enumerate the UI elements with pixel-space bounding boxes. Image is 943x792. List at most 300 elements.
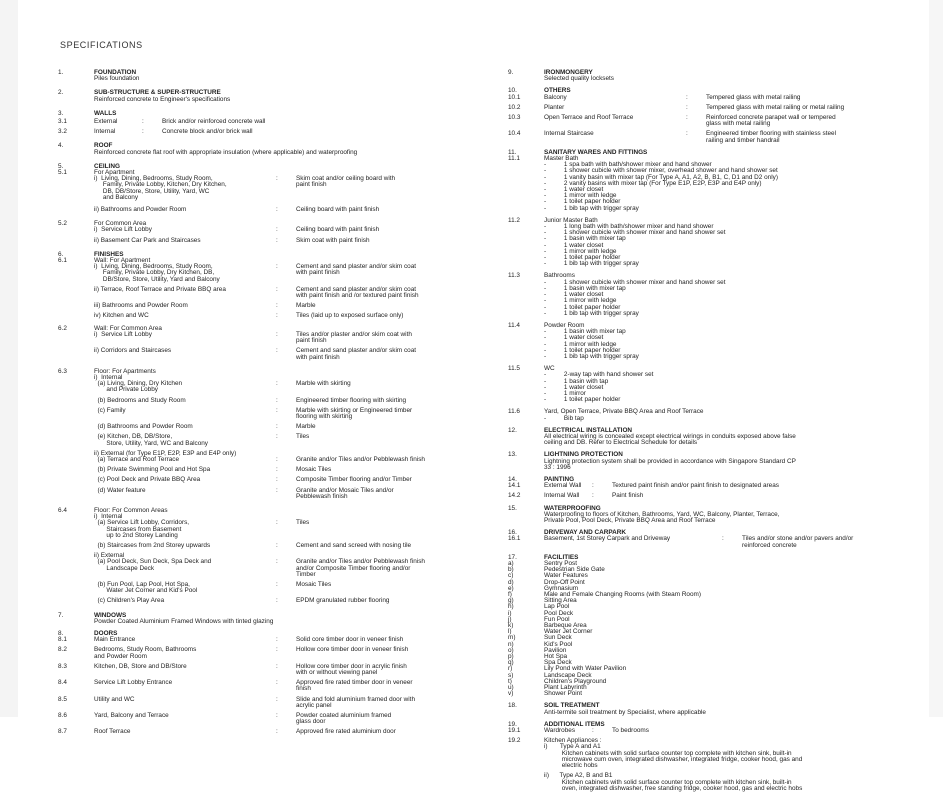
spec-label: (b) Staircases from 2nd Storey upwards [94,541,211,549]
facility-letter: b) [508,566,514,574]
section-content [94,713,478,725]
spec-row [544,95,900,101]
spec-label: Service Lift Lobby Entrance [94,679,173,687]
section-content [544,728,900,734]
spec-label: External [94,118,118,126]
spec-colon: : [276,423,278,431]
facility-letter: i) [508,609,512,617]
right-spec-item [508,115,900,127]
spec-value: Powder coated aluminium framed glass door [296,712,392,726]
spec-row [94,381,478,393]
spec-value: Ceiling board with paint finish [296,226,380,234]
section-number: 10.2 [508,103,521,111]
left-spec-item [58,729,478,735]
section-content [94,119,478,125]
spec-colon: : [686,93,688,101]
facility-letter: g) [508,597,514,605]
spec-row [94,543,478,549]
spec-colon: : [686,103,688,111]
spec-row [94,680,478,692]
spec-row [94,477,478,483]
body-line: - 1 water closet [544,334,604,342]
spec-label: (d) Water feature [94,486,146,494]
spec-colon: : [276,406,278,414]
section-heading: DOORS [94,630,118,637]
section-number: 19.2 [508,737,521,745]
spec-colon: : [276,636,278,644]
spec-row [94,238,478,244]
section-number: 11.5 [508,365,520,373]
section-heading: CEILING [94,162,120,170]
spec-value: Solid core timber door in veneer finish [296,636,404,644]
section-number: 3.1 [58,118,67,126]
body-line: - 1 toilet paper holder [544,303,621,311]
facility-letter: l) [508,628,512,636]
body-line: Master Bath [544,155,579,163]
facility-letter: c) [508,572,514,580]
spec-label: (b) Bedrooms and Study Room [94,396,186,404]
section-number: 5. [58,162,64,170]
section-content [94,332,478,344]
spec-row [94,582,478,594]
section-number: 8.6 [58,712,67,720]
section-content [544,95,900,101]
spec-value: Approved fire rated timber door in veneer finish [296,679,413,693]
left-spec-item [58,70,478,82]
spec-label: (a) Living, Dining, Dry Kitchen and Private Lobby [94,380,183,394]
section-content [94,680,478,692]
section-number: 14.2 [508,492,521,500]
body-line: ii) Type A2, B and B1 [544,772,613,780]
spec-label: ii) Terrace, Roof Terrace and Private BBQ area [94,285,226,293]
body-line: - 1 mirror with ledge [544,340,617,348]
section-content [94,664,478,676]
spec-value: Cement and sand plaster and/or skim coat with paint finish [296,347,417,361]
section-heading: FOUNDATION [94,69,137,76]
body-line: i) Internal [94,513,123,521]
facility-letter: v) [508,690,514,698]
facility-name: Sitting Area [544,597,577,605]
section-heading: LIGHTNING PROTECTION [544,451,623,459]
left-spec-item [58,598,478,604]
spec-value: To bedrooms [612,727,649,735]
section-content [94,129,478,135]
facility-name: Gymnasium [544,584,579,592]
spec-colon: : [276,263,278,271]
right-spec-item [508,95,900,101]
spec-label: i) Service Lift Lobby [94,330,152,338]
body-line: Lightning protection system shall be provided in accordance with Singapore Standard CP [544,457,796,465]
section-content [94,398,478,404]
section-number: 6.3 [58,367,67,375]
section-number: 16.1 [508,535,521,543]
spec-colon: : [276,396,278,404]
spec-value: Marble [296,302,316,310]
facility-name: Lap Pool [544,603,570,611]
facility-letter: o) [508,646,514,654]
body-line: - 1 shower cubicle with shower mixer and hand shower set [544,278,726,286]
spec-value: Granite and/or Tiles and/or Pebblewash finish and/or Composite Timber flooring and/or Timber [296,558,425,578]
spec-colon: : [276,662,278,670]
facility-name: Water Features [544,572,588,580]
section-content [94,227,478,233]
section-content [94,381,478,393]
body-line: - 1 bib tap with trigger spray [544,204,639,212]
body-line: - 1 mirror with ledge [544,192,617,200]
body-line: - 1 long bath with bath/shower mixer and hand shower [544,223,714,231]
section-heading: ELECTRICAL INSTALLATION [544,426,633,434]
spec-row [94,520,478,539]
facility-letter: p) [508,653,514,661]
section-number: 11.1 [508,155,520,163]
section-content [94,143,478,155]
body-line: - 1 vanity basin with mixer tap (For Type A, A1, A2, B, B1, C, D1 and D2 only) [544,173,778,181]
section-content [94,303,478,309]
spec-colon: : [276,541,278,549]
section-content [94,488,478,500]
spec-value: Composite Timber flooring and/or Timber [296,476,412,484]
facility-letter: s) [508,671,514,679]
body-line: - 1 mirror with ledge [544,247,617,255]
section-content [94,543,478,549]
body-line: Waterproofing to floors of Kitchen, Bathrooms, Yard, WC, Balcony, Planter, Terrace, [544,510,780,518]
facility-item [508,690,900,698]
spec-value: Brick and/or reinforced concrete wall [162,118,266,126]
facility-name: Sun Deck [544,634,572,642]
facility-letter: r) [508,665,513,673]
section-number: 11.2 [508,216,520,224]
section-content [94,207,478,213]
spec-colon: : [276,236,278,244]
section-number: 16. [508,529,517,537]
left-scan-margin [0,0,18,717]
section-number: 3. [58,109,64,117]
left-spec-item [58,543,478,549]
body-line: Private Pool, Pool Deck, Private BBQ Area and Roof Terrace [544,516,716,524]
spec-value: EPDM granulated rubber flooring [296,597,390,605]
spec-colon: : [276,466,278,474]
spec-value: Granite and/or Tiles and/or Pebblewash finish [296,455,425,463]
section-number: 8.2 [58,646,67,654]
spec-value: Tempered glass with metal railing or metal railing [706,103,845,111]
body-line: - 1 toilet paper holder [544,198,621,206]
left-spec-item [58,348,478,360]
section-number: 6.4 [58,506,67,514]
spec-label: External Wall [544,482,582,490]
spec-label: Balcony [544,93,567,101]
spec-colon: : [592,492,594,500]
section-content [94,70,478,82]
section-content [544,428,900,447]
spec-value: Marble [296,423,316,431]
spec-value: Skim coat with paint finish [296,236,370,244]
facility-name: Barbeque Area [544,622,587,630]
spec-label: i) Living, Dining, Bedrooms, Study Room, Family, Private Lobby, Dry Kitchen, DB, DB/Store, Store, Utility, Yard and Balcony [94,263,220,283]
left-spec-item [58,264,478,283]
section-content [544,773,900,792]
section-content [544,493,900,499]
section-content [94,176,478,201]
spec-label: Internal Wall [544,492,580,500]
section-content [544,273,900,316]
left-spec-item [58,227,478,233]
facility-name: Shower Point [544,690,583,698]
body-line: Reinforced concrete flat roof with appropriate insulation (where applicable) and waterproofing [94,148,358,156]
spec-value: Mosaic Tiles [296,580,332,588]
section-number: 12. [508,426,517,434]
spec-value: Tiles (laid up to exposed surface only) [296,312,404,320]
spec-colon: : [276,455,278,463]
section-number: 11.6 [508,408,520,416]
spec-label: Main Entrance [94,636,136,644]
spec-row [94,287,478,299]
section-number: 9. [508,69,514,76]
section-number: 8.5 [58,695,67,703]
section-number: 8.7 [58,728,67,736]
spec-colon: : [276,175,278,183]
left-spec-item [58,582,478,594]
spec-value: Slide and fold aluminium framed door with acrylic panel [296,695,415,709]
section-number: 7. [58,611,64,619]
spec-row [94,227,478,233]
section-number: 6. [58,250,64,258]
right-spec-item [508,70,900,82]
body-line: Powder Room [544,321,585,329]
left-spec-item [58,488,478,500]
body-line: electric hobs [544,762,598,770]
spec-label: Internal [94,128,116,136]
facility-name: Drop-Off Point [544,578,585,586]
section-content [94,111,478,117]
body-line: All electrical wiring is concealed except electrical wirings in conduits exposed above false [544,432,796,440]
right-spec-item [508,728,900,734]
body-line: Reinforced concrete to Engineer's specifications [94,95,231,103]
section-heading: ADDITIONAL ITEMS [544,720,605,728]
section-number: 11.3 [508,272,520,280]
left-spec-item [58,207,478,213]
facility-letter: h) [508,603,514,611]
section-heading: ROOF [94,142,113,150]
facility-name: Hot Spa [544,653,568,661]
body-line: - 1 toilet paper holder [544,254,621,262]
right-spec-item [508,366,900,403]
section-heading: IRONMONGERY [544,69,593,76]
spec-label: (e) Kitchen, DB, DB/Store, Store, Utility, Yard, WC and Balcony [94,433,209,447]
spec-value: Hollow core timber door in veneer finish [296,646,409,654]
right-spec-item [508,428,900,447]
spec-row [94,647,478,659]
spec-label: (d) Bathrooms and Powder Room [94,423,193,431]
section-heading: FACILITIES [544,553,579,561]
section-number: 13. [508,451,517,459]
section-number: 19.1 [508,727,521,735]
right-spec-item [508,561,900,697]
left-spec-item [58,381,478,393]
body-line: - 1 spa bath with bath/shower mixer and hand shower [544,161,712,169]
body-line: i) Internal [94,373,123,381]
spec-colon: : [276,206,278,214]
left-spec-item [58,238,478,244]
section-content [94,477,478,483]
spec-row [94,664,478,676]
spec-row [94,303,478,309]
section-content [94,348,478,360]
body-line: ii) External (for Type E1P, E2P, E3P and E4P only) [94,449,237,457]
spec-value: Concrete block and/or brick wall [162,128,253,136]
facility-name: Spa Deck [544,659,572,667]
section-number: 10.4 [508,130,521,138]
spec-value: Skim coat and/or ceiling board with paint finish [296,175,396,189]
section-number: 10.1 [508,93,521,101]
left-spec-item [58,637,478,643]
facility-name: Water Jet Corner [544,628,593,636]
spec-colon: : [686,130,688,138]
spec-colon: : [276,433,278,441]
spec-row [94,488,478,500]
section-number: 15. [508,504,517,512]
spec-label: iii) Bathrooms and Powder Room [94,302,188,310]
facility-name: Fun Pool [544,615,570,623]
spec-value: Tempered glass with metal railing [706,93,801,101]
facility-letter: t) [508,677,512,685]
left-spec-item [58,477,478,483]
spec-colon: : [142,128,144,136]
left-spec-item [58,434,478,446]
facility-name: Plant Labyrinth [544,684,587,692]
body-line: Floor: For Common Areas [94,506,168,514]
facility-name: Sentry Post [544,560,578,567]
section-content [94,313,478,319]
body-line: - 1 toilet paper holder [544,346,621,354]
facility-name: Lily Pond with Water Pavilion [544,665,627,673]
left-column [58,70,478,736]
facility-letter: u) [508,684,514,692]
body-line: Wall: For Common Area [94,324,162,332]
spec-value: Approved fire rated aluminium door [296,728,396,736]
left-spec-item [58,119,478,125]
body-line: - 2 vanity basins with mixer tap (For Type E1P, E2P, E3P and E4P only) [544,179,762,187]
spec-row [94,313,478,319]
spec-row [94,729,478,735]
spec-row [544,728,900,734]
left-spec-item [58,520,478,539]
body-line: Kitchen cabinets with solid surface counter top complete with kitchen sink, built-in [544,778,792,786]
left-spec-item [58,129,478,135]
spec-row [94,119,478,125]
right-spec-item [508,105,900,111]
section-content [94,598,478,604]
spec-colon: : [276,330,278,338]
body-line: - 1 mirror [544,389,586,397]
section-number: 11. [508,148,517,156]
section-content [544,218,900,268]
section-content [544,131,900,143]
spec-colon: : [276,712,278,720]
section-content [508,560,900,698]
left-spec-item [58,176,478,201]
section-content [94,613,478,625]
left-spec-item [58,287,478,299]
section-heading: SOIL TREATMENT [544,702,600,710]
spec-row [94,207,478,213]
body-line: - 1 basin with tap [544,377,609,385]
section-content [94,467,478,473]
spec-colon: : [276,558,278,566]
facility-letter: d) [508,578,514,586]
section-content [94,434,478,446]
right-spec-item [508,131,900,143]
left-spec-item [58,143,478,155]
spec-colon: : [686,114,688,122]
spec-value: Marble with skirting or Engineered timber flooring with skirting [296,406,413,420]
facility-letter: m) [508,634,516,642]
body-line: microwave cum oven, integrated dishwasher, integrated fridge, cooker hood, gas and [544,755,803,763]
spec-row [94,264,478,283]
body-line: - Bib tap [544,414,584,422]
body-line: - 1 basin with mixer tap [544,235,626,243]
right-spec-item [508,273,900,316]
right-column [508,70,900,792]
body-line: Anti-termite soil treatment by Specialist, where applicable [544,708,706,716]
spec-row [94,697,478,709]
body-line: - 1 shower cubicle with shower mixer, overhead shower and hand shower set [544,167,778,175]
section-number: 17. [508,553,517,561]
left-spec-item [58,613,478,625]
left-spec-item [58,697,478,709]
spec-colon: : [276,580,278,588]
left-spec-item [58,408,478,420]
spec-colon: : [142,118,144,126]
section-content [544,409,900,421]
spec-colon: : [276,312,278,320]
spec-row [544,536,900,548]
body-line: oven, integrated dishwasher, free standing fridge, cooker hood, gas and electric hobs [544,784,803,792]
section-number: 11.4 [508,321,520,329]
section-content [94,559,478,578]
body-line: Junior Master Bath [544,216,598,224]
left-spec-item [58,680,478,692]
spec-colon: : [276,347,278,355]
body-line: Wall: For Apartment [94,257,151,265]
section-number: 14.1 [508,482,521,490]
left-spec-item [58,398,478,404]
page-title: SPECIFICATIONS [60,40,143,50]
spec-row [544,493,900,499]
spec-row [94,424,478,430]
body-line: - 1 shower cubicle with shower mixer and hand shower set [544,229,726,237]
spec-value: Engineered timber flooring with skirting [296,396,407,404]
body-line: Yard, Open Terrace, Private BBQ Area and Roof Terrace [544,408,704,416]
spec-label: Bedrooms, Study Room, Bathrooms and Powder Room [94,646,197,660]
right-spec-item [508,536,900,548]
left-spec-item [58,467,478,473]
section-number: 18. [508,702,517,710]
spec-colon: : [276,285,278,293]
spec-value: Hollow core timber door in acrylic finish with or without viewing panel [296,662,407,677]
spec-label: Utility and WC [94,695,135,703]
facility-letter: a) [508,560,514,567]
spec-label: Planter [544,103,565,111]
right-spec-item [508,409,900,421]
section-content [94,264,478,283]
section-heading: SANITARY WARES AND FITTINGS [544,148,648,156]
facility-letter: q) [508,659,514,667]
spec-colon: : [276,380,278,388]
body-line: For Common Area [94,220,147,228]
section-heading: FINISHES [94,250,124,258]
section-content [94,647,478,659]
body-line: Powder Coated Aluminium Framed Windows with tinted glazing [94,617,274,625]
